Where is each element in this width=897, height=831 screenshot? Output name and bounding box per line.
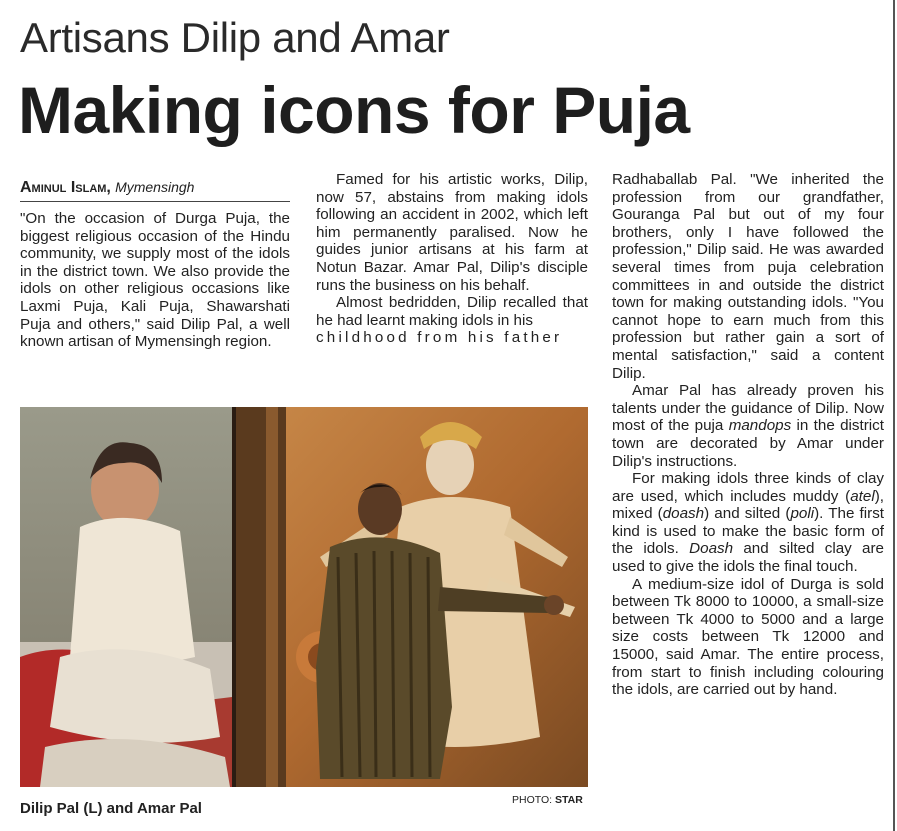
paragraph: [612, 382, 884, 470]
article-column-2: [316, 171, 588, 347]
paragraph: "On the occasion of Durga Puja, the biggest religious occasion of the Hindu community, we supply most of the idols in the district town. We also provide the idols on other religious occasions like Laxmi Puja, Kali Puja, Shawarshati Puja and others," said Dilip Pal, a well known artisan of Mymensingh region.: [20, 210, 290, 351]
byline: [20, 178, 290, 202]
paragraph: Famed for his artistic works, Dilip, now 57, abstains from making idols following an accident in 2002, which left him permanently paralised. Now he guides junior artisans at his farm at Notun Bazar. Amar Pal, Dilip's disciple runs the business on his behalf.: [316, 171, 588, 294]
paragraph-text: For making idols three kinds of clay are used, which includes muddy (: [612, 470, 884, 505]
paragraph: [612, 470, 884, 576]
article-column-3: [612, 171, 884, 699]
paragraph-text: and silted clay are used to give the idols the final touch.: [612, 540, 884, 576]
paragraph: A medium-size idol of Durga is sold between Tk 8000 to 10000, a small-size between Tk 4000 to 5000 and a large size costs between Tk 12000 and 15000, said Amar. The entire process, from start to finish including colouring the idols, are carried out by hand.: [612, 575, 884, 699]
paragraph-text: ) and silted (: [704, 505, 791, 523]
paragraph: [316, 294, 588, 329]
paragraph-text: ), mixed (: [612, 487, 884, 523]
photo-credit-label: PHOTO:: [512, 794, 553, 806]
byline-author: Aminul Islam,: [20, 179, 111, 196]
column-rule: [893, 0, 895, 831]
emphasis: atel: [850, 487, 875, 505]
emphasis: doash: [662, 505, 705, 523]
article-photo: [20, 407, 588, 787]
photo-illustration: [20, 407, 588, 787]
paragraph-text: Amar Pal has already proven his talents under the guidance of Dilip. Now most of the puja: [612, 382, 884, 435]
article-kicker: Artisans Dilip and Amar: [20, 14, 450, 61]
article-column-1: [20, 178, 290, 351]
paragraph-text: in the district town are decorated by Amar under Dilip's instructions.: [612, 417, 884, 470]
photo-caption: Dilip Pal (L) and Amar Pal: [20, 800, 202, 817]
byline-location: Mymensingh: [115, 179, 195, 195]
article-headline: Making icons for Puja: [18, 73, 690, 147]
emphasis: Doash: [689, 540, 734, 558]
photo-credit-source: STAR: [554, 794, 583, 806]
photo-credit: [512, 793, 583, 807]
paragraph: Radhaballab Pal. "We inherited the profession from our grandfather, Gouranga Pal but out of my four brothers, only I have followed the profession," Dilip said. He was awarded several times from puja celebration committees in and outside the district town for making outstanding idols. "You cannot hope to earn much from this profession but rather gain a sort of mental satisfaction," said a content Dilip.: [612, 171, 884, 382]
emphasis: poli: [790, 505, 815, 523]
paragraph-text: Almost bedridden, Dilip recalled that he had learnt making idols in his: [316, 294, 588, 329]
paragraph-text: ). The first kind is used to make the basic form of the idols.: [612, 505, 885, 558]
emphasis: mandops: [728, 417, 792, 435]
paragraph-line: childhood from his father: [316, 329, 563, 347]
